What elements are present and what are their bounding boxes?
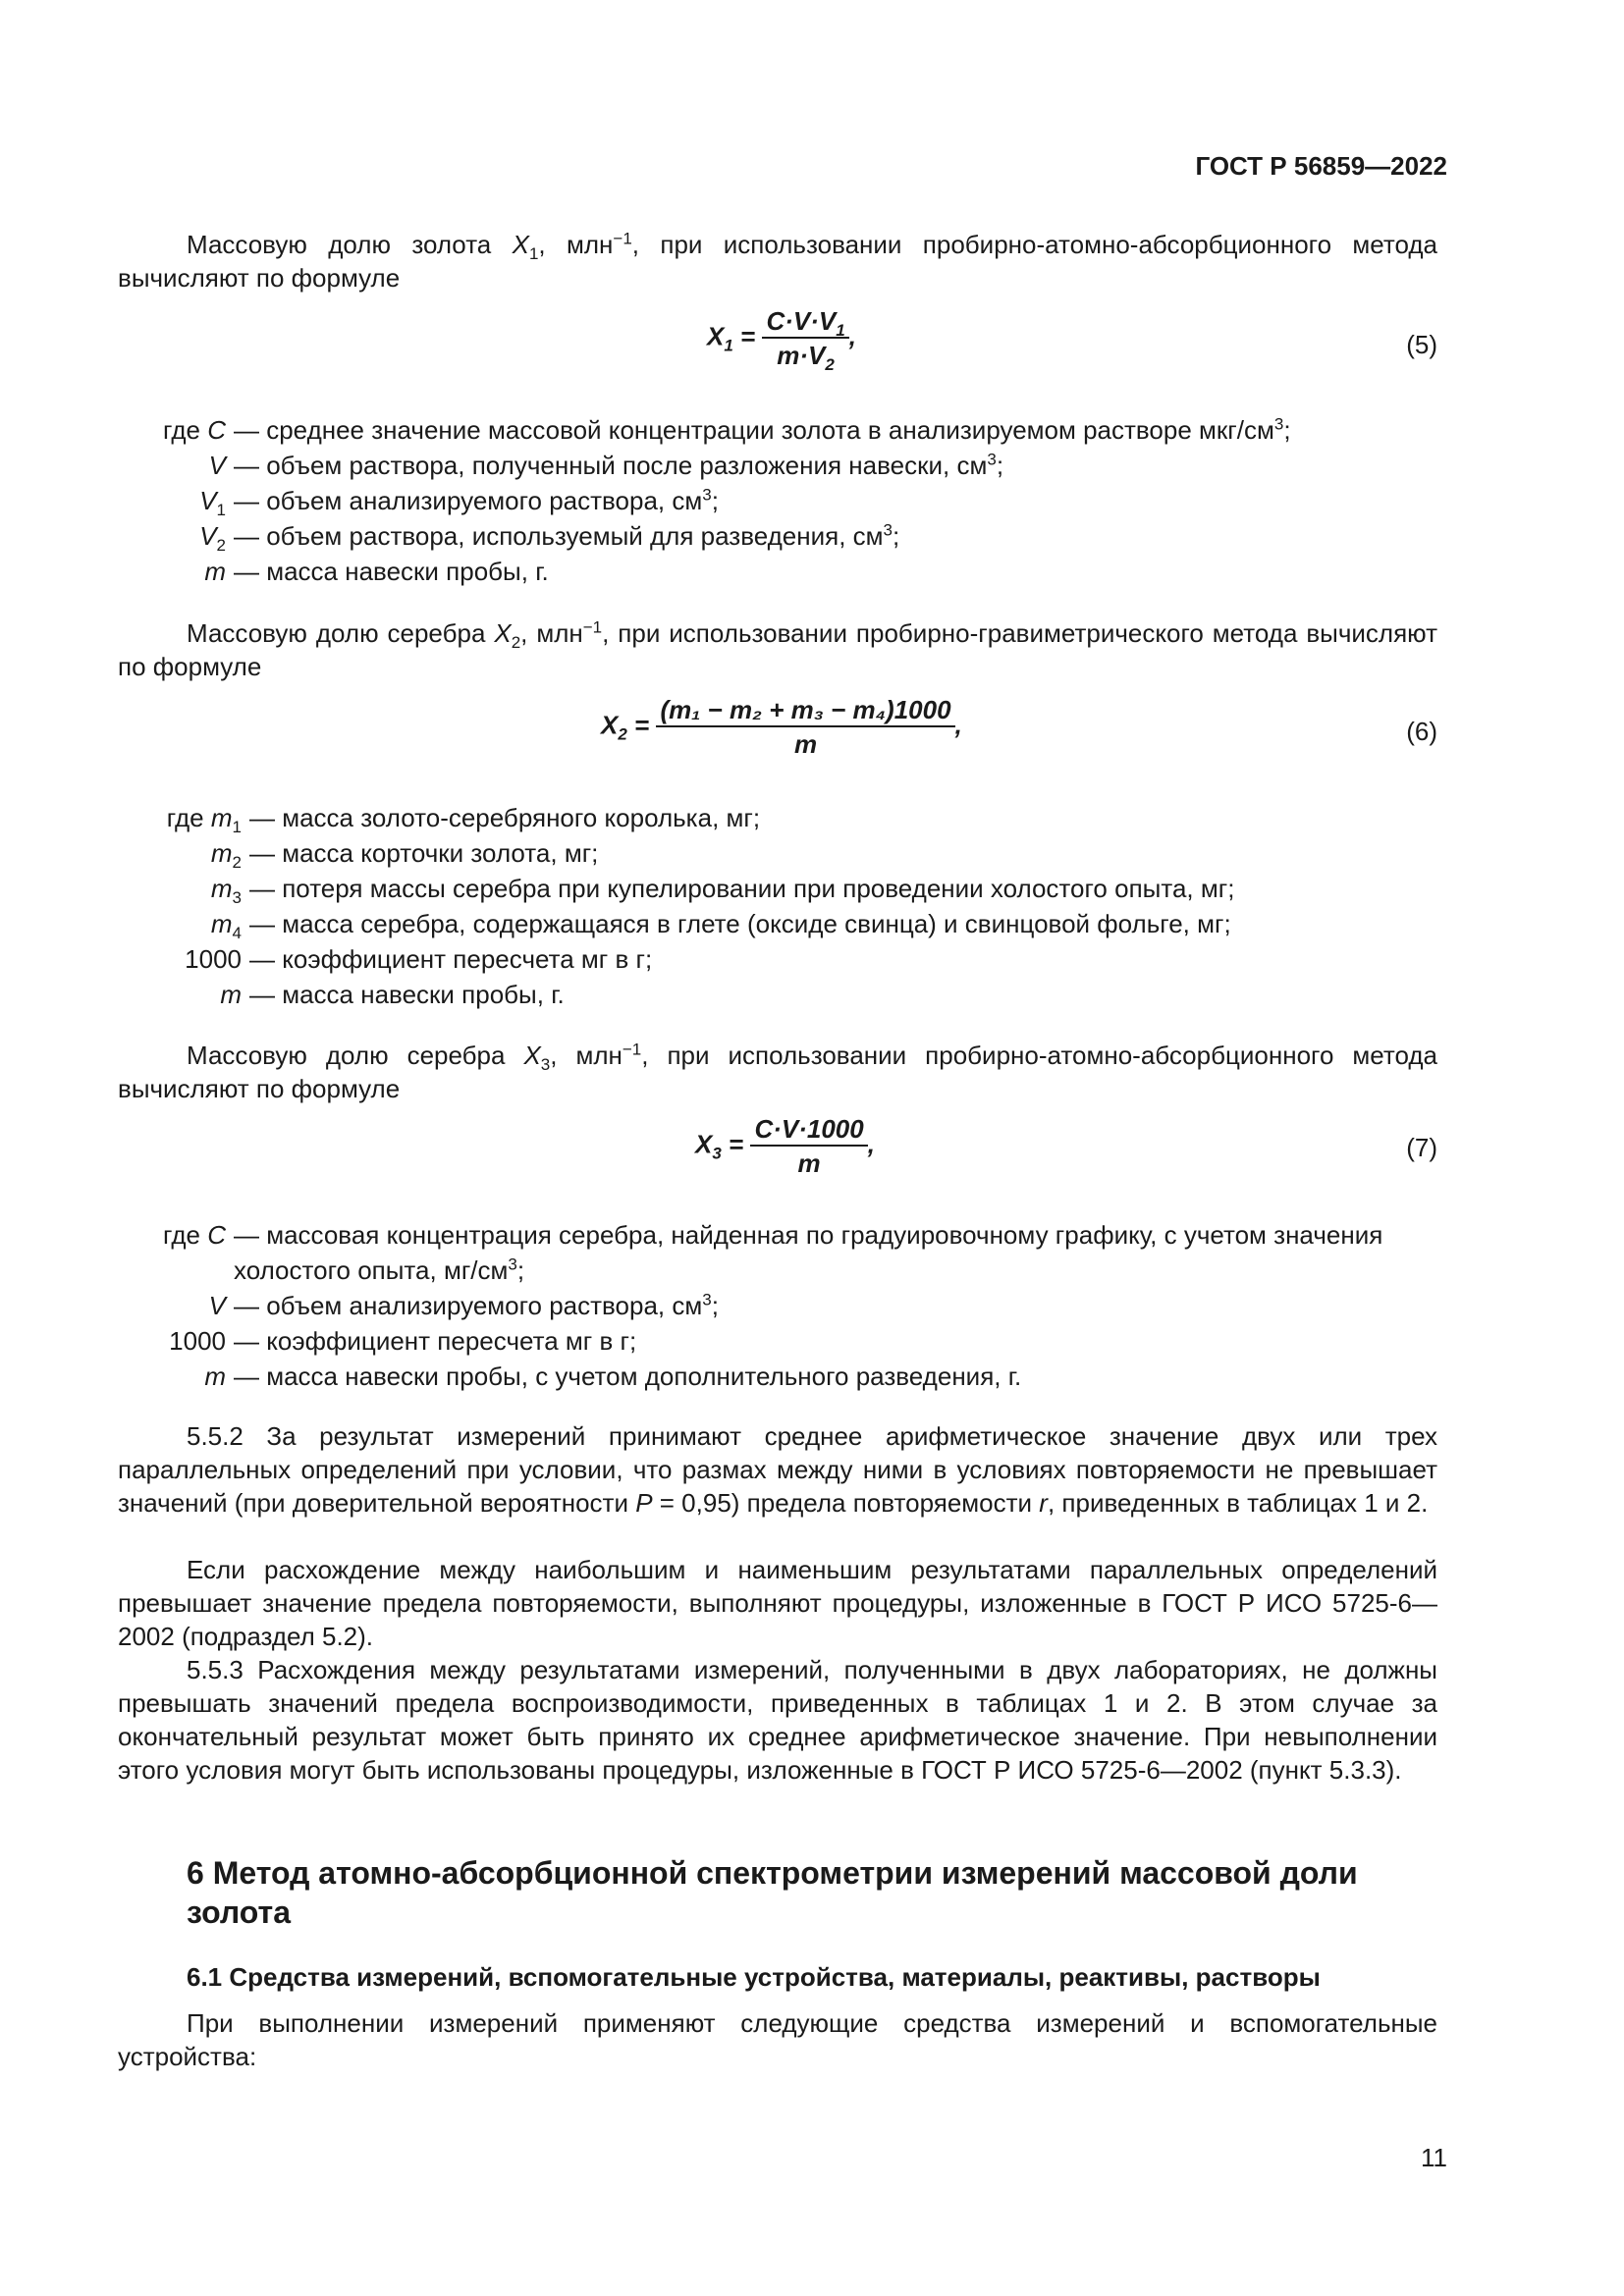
- definition-item: 1000 — коэффициент пересчета мг в г;: [169, 1326, 637, 1356]
- document-header: ГОСТ Р 56859—2022: [1195, 151, 1447, 181]
- definition-item: m — масса навески пробы, г.: [204, 557, 549, 586]
- definition-item: $V_2$ — объем раствора, используемый для разведения, $см^3$;: [199, 520, 900, 556]
- definition-item: где C — среднее значение массовой концентрации золота в анализируемом растворе мкг/$см^3$;: [163, 414, 1291, 445]
- definition-item: V — объем раствора, полученный после разложения навески, $см^3$;: [208, 450, 1004, 480]
- section-6-heading: 6 Метод атомно-абсорбционной спектрометрии измерений массовой доли золота: [187, 1855, 1358, 1930]
- definition-item: m — масса навески пробы, с учетом дополнительного разведения, г.: [204, 1362, 1022, 1391]
- definition-item: где C — массовая концентрация серебра, найденная по градуировочному графику, с учетом значения холостого опыта, $мг/см^3$;: [163, 1220, 1383, 1285]
- paragraph-silver-x3-intro: Массовую долю серебра $X_3$, млн$^{-1}$, при использовании пробирно-атомно-абсорбционного метода вычисляют по формуле: [118, 1040, 1437, 1103]
- page-number: 11: [1421, 2143, 1447, 2172]
- definition-item: $m_4$ — масса серебра, содержащаяся в глете (оксиде свинца) и свинцовой фольге, мг;: [210, 909, 1231, 943]
- section-6-1-heading: 6.1 Средства измерений, вспомогательные устройства, материалы, реактивы, растворы: [187, 1962, 1321, 1992]
- equation-number-5: (5): [1406, 330, 1437, 359]
- definition-item: $m_3$ — потеря массы серебра при купелировании при проведении холостого опыта, мг;: [210, 874, 1235, 908]
- paragraph-5-5-2-continued: Если расхождение между наибольшим и наименьшим результатами параллельных определений превышает значение предела повторяемости, выполняют процедуры, изложенные в ГОСТ Р ИСО 5725-6—2002 (подраздел 5.2).: [118, 1555, 1437, 1651]
- definitions-formula-7: [118, 1217, 1437, 1394]
- definitions-formula-6: [118, 800, 1437, 1012]
- definition-item: V — объем анализируемого раствора, $см^3$;: [208, 1290, 719, 1320]
- equation-number-7: (7): [1406, 1133, 1437, 1162]
- formula-6: $X_2$ = $\frac{\text{(m₁ − m₂ + m₃ − m₄)1000}}{m}$ ,: [601, 695, 962, 759]
- paragraph-silver-x2-intro: Массовую долю серебра $X_2$, млн$^{-1}$, при использовании пробирно-гравиметрического метода вычисляют по формуле: [118, 617, 1437, 681]
- formula-5: $X_1$ = $\frac{C\cdot V\cdot V_1}{m\cdot V_2}$ ,: [707, 306, 856, 375]
- formula-7: $X_3$ = $\frac{C\cdot V\cdot 1000}{m}$ ,: [695, 1114, 875, 1178]
- definition-item: где $m_1$ — масса золото-серебряного королька, мг;: [166, 803, 761, 837]
- definition-item: m — масса навески пробы, г.: [220, 980, 565, 1009]
- definition-item: $V_1$ — объем анализируемого раствора, $см^3$;: [199, 485, 719, 520]
- paragraph-6-1: При выполнении измерений применяют следующие средства измерений и вспомогательные устройства:: [118, 2008, 1437, 2071]
- paragraph-gold-x1-intro: Массовую долю золота $X_1$, млн$^{-1}$, при использовании пробирно-атомно-абсорбционного метода вычисляют по формуле: [118, 229, 1437, 293]
- paragraph-5-5-2: 5.5.2 За результат измерений принимают среднее арифметическое значение двух или трех параллельных определений при условии, что размах между ними в условиях повторяемости не превышает значений (при доверительной вероятности P = 0,95) предела повторяемости r, приведенных в таблицах 1 и 2.: [118, 1421, 1437, 1518]
- definition-item: $m_2$ — масса корточки золота, мг;: [210, 838, 599, 873]
- equation-number-6: (6): [1406, 717, 1437, 746]
- definition-item: 1000 — коэффициент пересчета мг в г;: [185, 944, 653, 974]
- definitions-formula-5: [118, 412, 1437, 589]
- paragraph-5-5-3: 5.5.3 Расхождения между результатами измерений, полученными в двух лабораториях, не должны превышать значений предела воспроизводимости, приведенных в таблицах 1 и 2. В этом случае за окончательный результат может быть принято их среднее арифметическое значение. При невыполнении этого условия могут быть использованы процедуры, изложенные в ГОСТ Р ИСО 5725-6—2002 (пункт 5.3.3).: [118, 1655, 1437, 1785]
